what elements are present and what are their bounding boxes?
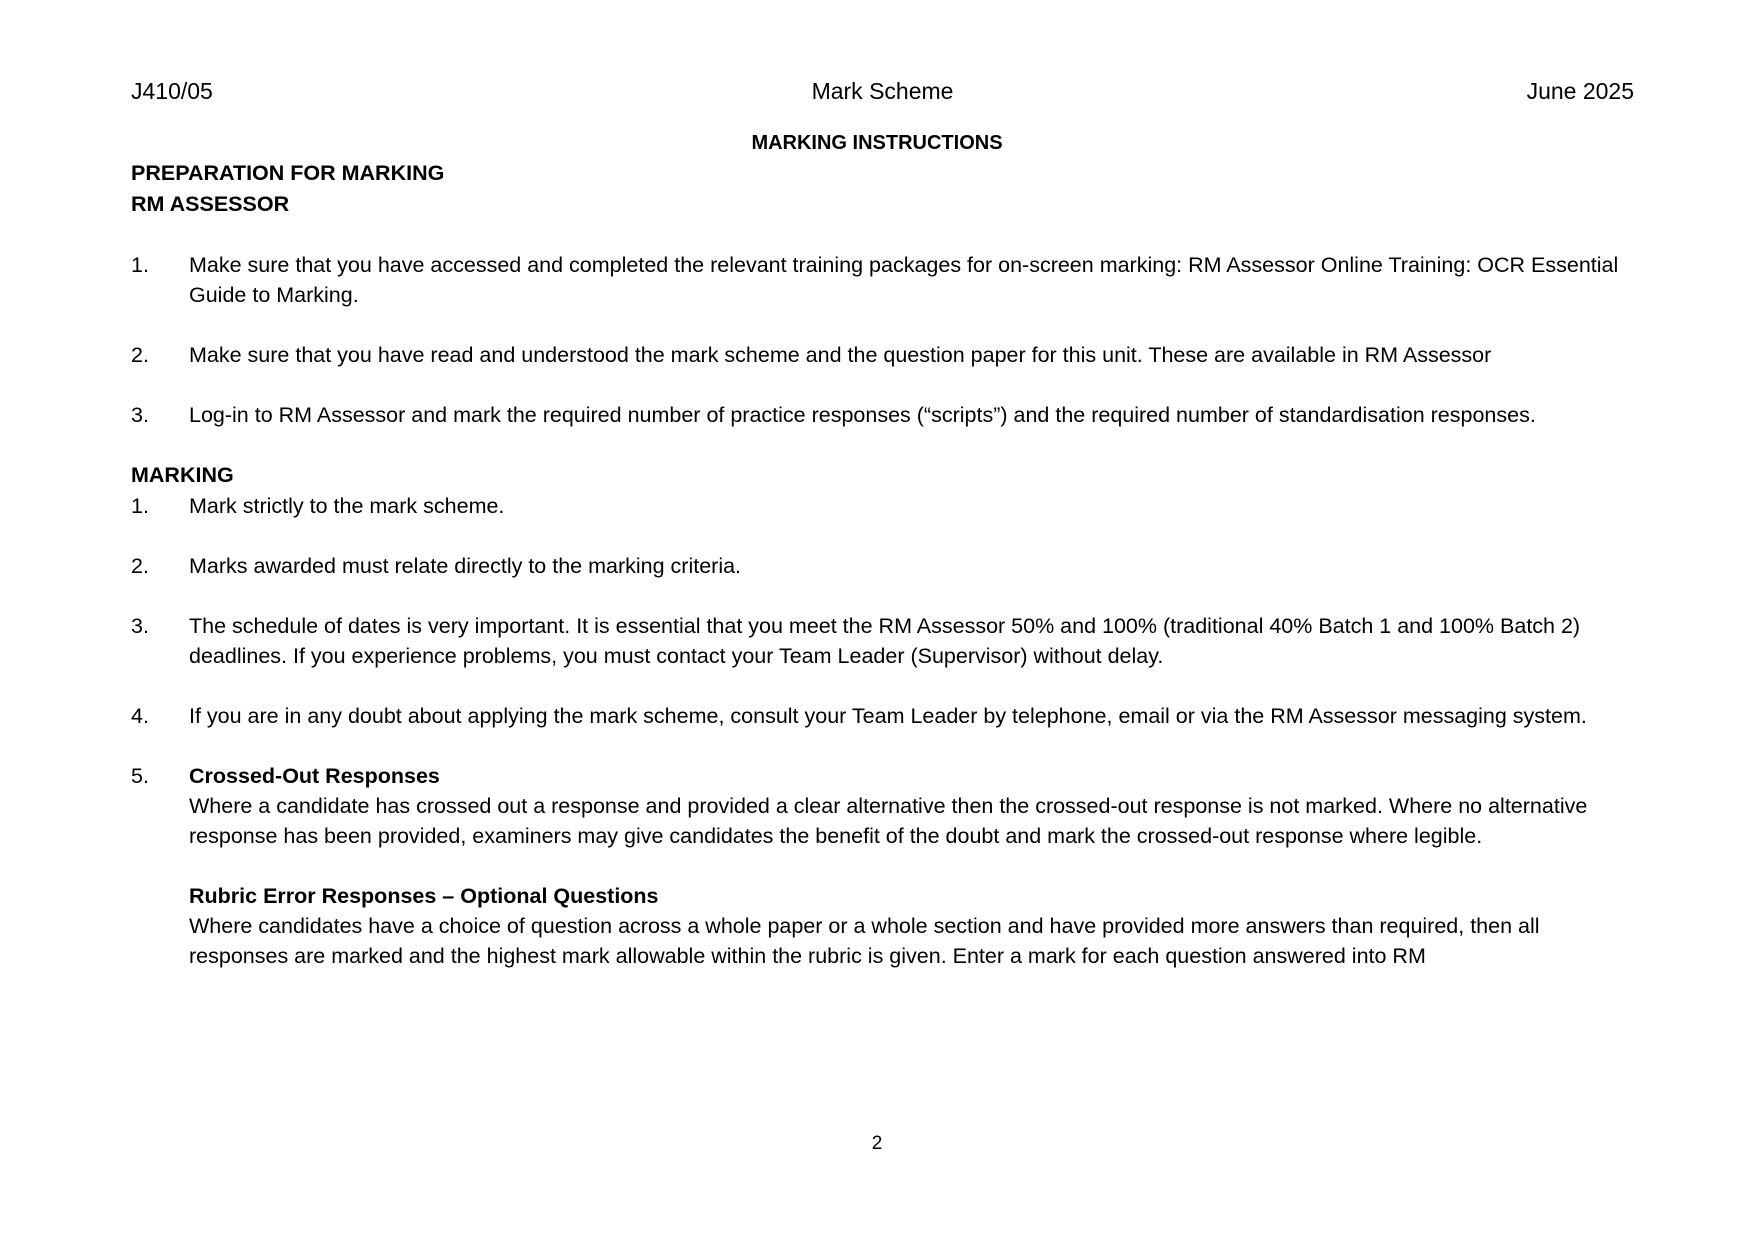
- header-date: June 2025: [1526, 78, 1634, 104]
- item-text: [189, 761, 1641, 971]
- instructions-title: MARKING INSTRUCTIONS: [751, 132, 1003, 154]
- item-number: 2.: [131, 554, 149, 578]
- item-text: The schedule of dates is very important. It is essential that you meet the RM Assessor 50% and 100% (traditional 40% Batch 1 and 100% Batch 2) deadlines. If you experience problems, you must contact your Team Leader (Supervisor) without delay.: [189, 614, 1581, 668]
- crossed-out-text: Where a candidate has crossed out a response and provided a clear alternative then the crossed-out response is not marked. Where no alternative response has been provided, examiners may give candidates the benefit of the doubt and mark the crossed-out response where legible.: [189, 794, 1588, 848]
- item-text: Make sure that you have read and understood the mark scheme and the question paper for this unit. These are available in RM Assessor: [189, 343, 1492, 367]
- item-text: Log-in to RM Assessor and mark the required number of practice responses (“scripts”) and the required number of standardisation responses.: [189, 403, 1536, 427]
- item-number: 2.: [131, 343, 149, 367]
- item-text: Mark strictly to the mark scheme.: [189, 494, 505, 518]
- preparation-heading: PREPARATION FOR MARKING: [131, 161, 445, 185]
- crossed-out-subheading: Crossed-Out Responses: [189, 764, 440, 788]
- item-number: 3.: [131, 403, 149, 427]
- list-item: [131, 761, 1641, 971]
- item-text: If you are in any doubt about applying the mark scheme, consult your Team Leader by telephone, email or via the RM Assessor messaging system.: [189, 704, 1587, 728]
- item-number: 1.: [131, 494, 149, 518]
- list-item: [131, 340, 1641, 370]
- list-item: [131, 400, 1641, 430]
- item-number: 3.: [131, 614, 149, 638]
- paper-code: J410/05: [131, 78, 213, 104]
- rubric-error-subheading: Rubric Error Responses – Optional Questions: [189, 884, 659, 908]
- document-body: [131, 158, 1641, 1001]
- rubric-error-text: Where candidates have a choice of question across a whole paper or a whole section and have provided more answers than required, then all responses are marked and the highest mark allowable within the rubric is given. Enter a mark for each question answered into RM: [189, 914, 1540, 968]
- list-item: [131, 611, 1641, 671]
- list-item: [131, 701, 1641, 731]
- list-item: [131, 491, 1641, 521]
- header-title: Mark Scheme: [811, 78, 954, 104]
- item-text: Marks awarded must relate directly to the marking criteria.: [189, 554, 742, 578]
- item-number: 4.: [131, 704, 149, 728]
- marking-heading: MARKING: [131, 463, 234, 487]
- page-header: [131, 78, 1634, 108]
- list-item: [131, 250, 1641, 310]
- item-number: 1.: [131, 253, 149, 277]
- rm-assessor-heading: RM ASSESSOR: [131, 192, 290, 216]
- item-number: 5.: [131, 764, 149, 788]
- list-item: [131, 551, 1641, 581]
- item-text: Make sure that you have accessed and completed the relevant training packages for on-screen marking: RM Assessor Online Training: OCR Essential Guide to Marking.: [189, 253, 1619, 307]
- page-number: 2: [871, 1133, 883, 1154]
